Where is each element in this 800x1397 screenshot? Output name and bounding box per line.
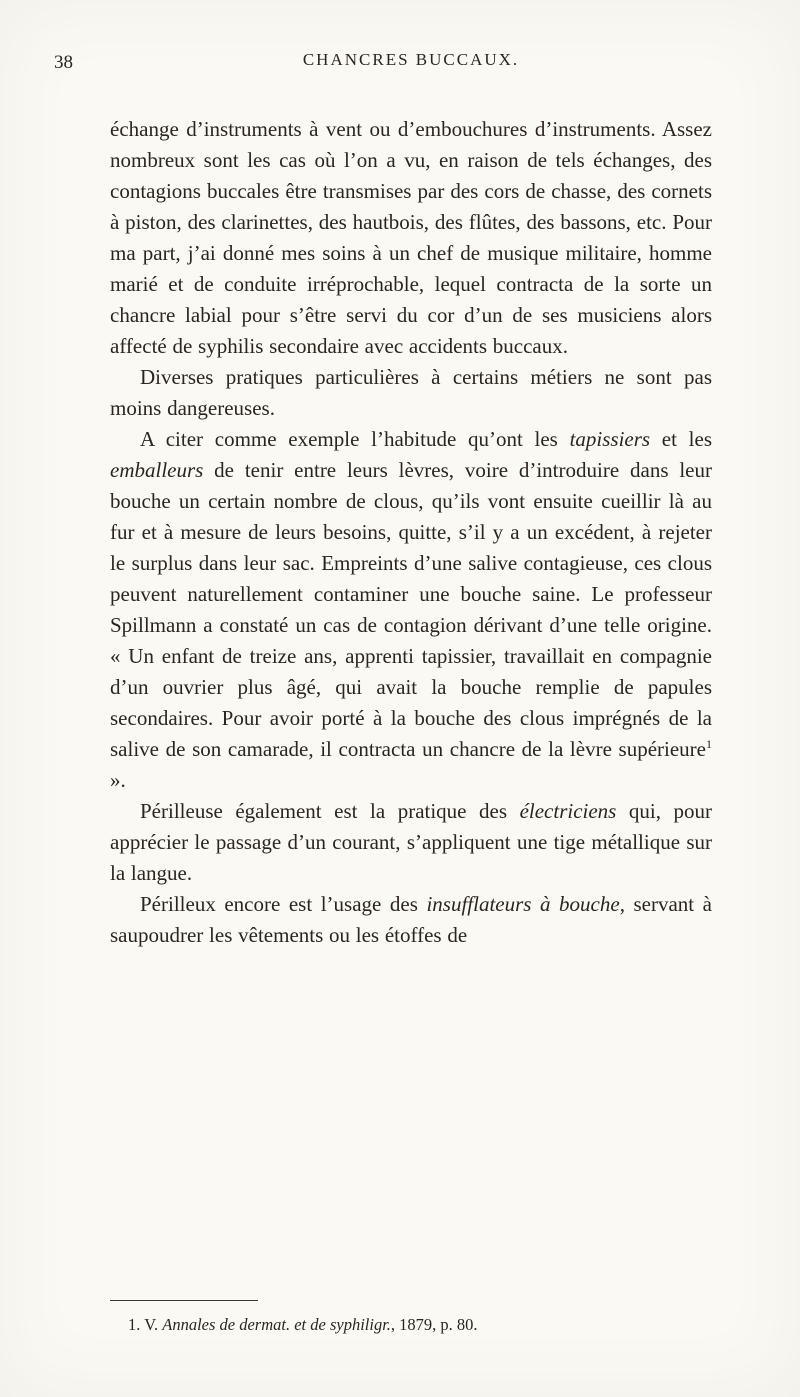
paragraph xyxy=(110,362,712,424)
text-segment: de tenir entre leurs lèvres, voire d’introduire dans leur bouche un certain nombre de clous, qu’ils vont ensuite cueillir là au fur et à mesure de leurs besoins, quitte, s’il y a un excédent, à rejeter le surplus dans leur sac. Empreints d’une salive contagieuse, ces clous peuvent naturellement contaminer une bouche saine. Le professeur Spillmann a constaté un cas de contagion dérivant d’une telle origine. « Un enfant de treize ans, apprenti tapissier, travaillait en compagnie d’un ouvrier plus âgé, qui avait la bouche remplie de papules secondaires. Pour avoir porté à la bouche des clous imprégnés de la salive de son camarade, il contracta un chancre de la lèvre supérieure xyxy=(110,458,712,761)
footnote xyxy=(110,1314,712,1335)
text-segment: Périlleux encore est l’usage des xyxy=(140,892,427,916)
paragraph xyxy=(110,796,712,889)
text-segment: électriciens xyxy=(519,799,617,823)
text-segment: 1. V. xyxy=(128,1315,163,1334)
body-text xyxy=(110,114,712,951)
paragraph xyxy=(110,889,712,951)
footnote-reference: 1 xyxy=(706,737,712,751)
paragraph xyxy=(110,114,712,362)
text-segment: emballeurs xyxy=(110,458,204,482)
text-column xyxy=(54,50,713,951)
running-header: CHANCRES BUCCAUX. xyxy=(302,50,520,69)
text-segment: Diverses pratiques particulières à certains métiers ne sont pas moins dangereuses. xyxy=(110,365,712,420)
footnote-block xyxy=(110,1300,712,1335)
text-segment: ». xyxy=(110,768,126,792)
page-number: 38 xyxy=(54,52,73,73)
text-segment: tapissiers xyxy=(569,427,651,451)
footnote-divider xyxy=(110,1300,258,1301)
text-segment: insufflateurs à bouche xyxy=(426,892,620,916)
text-segment: Périlleuse également est la pratique des xyxy=(140,799,520,823)
paragraph xyxy=(110,424,712,796)
page-header xyxy=(54,50,712,76)
text-segment: , 1879, p. 80. xyxy=(390,1315,478,1334)
text-segment: Annales de dermat. et de syphiligr. xyxy=(162,1315,391,1334)
text-segment: échange d’instruments à vent ou d’embouchures d’instruments. Assez nombreux sont les cas où l’on a vu, en raison de tels échanges, des contagions buccales être transmises par des cors de chasse, des cornets à piston, des clarinettes, des hautbois, des flûtes, des bassons, etc. Pour ma part, j’ai donné mes soins à un chef de musique militaire, homme marié et de conduite irréprochable, lequel contracta de la sorte un chancre labial pour s’être servi du cor d’un de ses musiciens alors affecté de syphilis secondaire avec accidents buccaux. xyxy=(110,117,712,358)
text-segment: et les xyxy=(650,427,713,451)
text-segment: A citer comme exemple l’habitude qu’ont les xyxy=(140,427,570,451)
text-segment: qui, pour apprécier le passage d’un courant, s’appliquent une tige métallique sur la langue. xyxy=(110,799,712,885)
text-segment: , servant à saupoudrer les vêtements ou les étoffes de xyxy=(110,892,712,947)
